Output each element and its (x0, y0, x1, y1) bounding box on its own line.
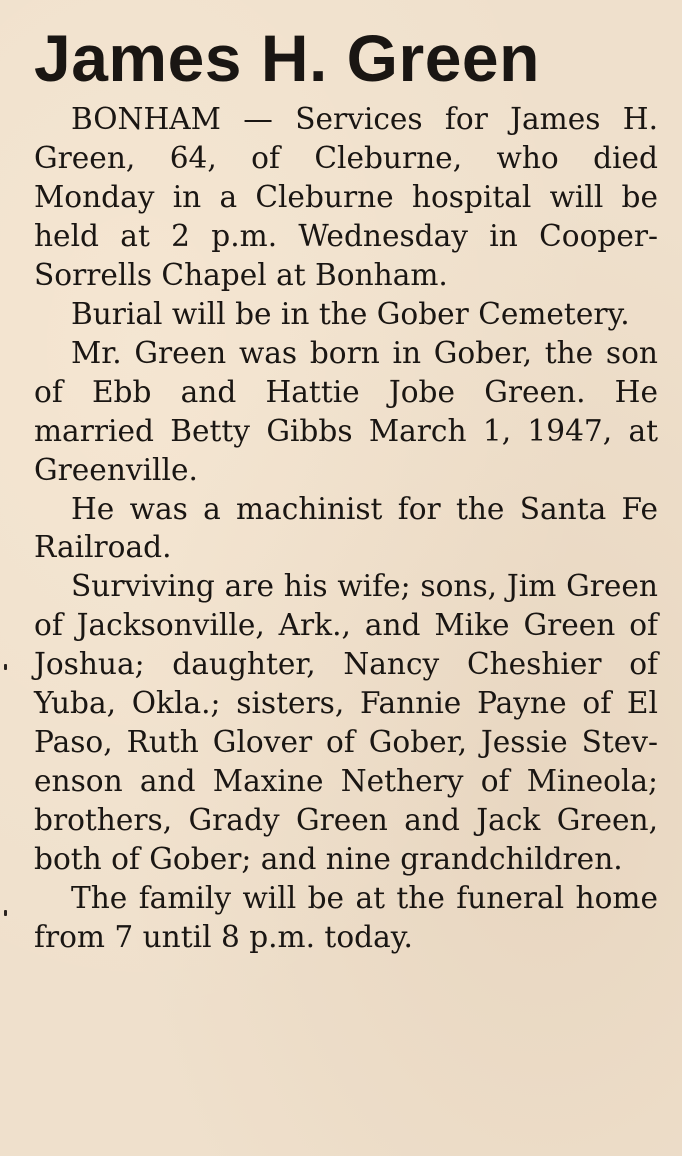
print-speck (4, 910, 7, 916)
paragraph-family: The family will be at the funeral home from 7 until 8 p.m. today. (34, 881, 658, 955)
paragraph-services: BONHAM — Services for James H. Green, 64, of Cleburne, who died Monday in a Cleburne hospital will be held at 2 p.m. Wednesday in Cooper-Sorrells Chapel at Bonham. (34, 102, 658, 292)
obituary-body (34, 100, 658, 957)
paragraph-birth: Mr. Green was born in Gober, the son of Ebb and Hattie Jobe Green. He married Betty Gibbs March 1, 1947, at Greenville. (34, 335, 658, 487)
print-speck (4, 664, 7, 670)
paragraph-burial: Burial will be in the Gober Cemetery. (71, 296, 630, 331)
paragraph-occupation: He was a machinist for the Santa Fe Railroad. (34, 491, 658, 565)
obituary-headline: James H. Green (34, 21, 540, 95)
paragraph-survivors: Surviving are his wife; sons, Jim Green of Jacksonville, Ark., and Mike Green of Joshua; daughter, Nancy Cheshier of Yuba, Okla.; sisters, Fannie Payne of El Paso, Ruth Glover of Gober, Jessie Stevenson and Maxine Nethery of Mineola; brothers, Grady Green and Jack Green, both of Gober; and nine grandchildren. (34, 569, 658, 877)
